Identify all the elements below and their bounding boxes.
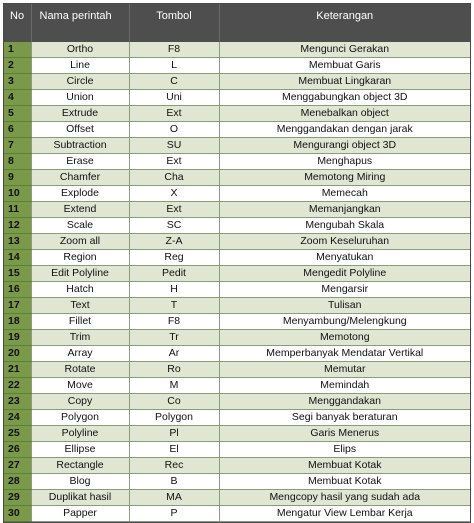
table-row bbox=[4, 170, 470, 186]
cell-no: 13 bbox=[4, 234, 31, 250]
table-row bbox=[4, 202, 470, 218]
cell-keterangan: Mengcopy hasil yang sudah ada bbox=[219, 490, 470, 506]
table-row bbox=[4, 378, 470, 394]
cell-nama-perintah: Extend bbox=[31, 202, 129, 218]
cell-tombol: Pl bbox=[129, 426, 219, 442]
cell-nama-perintah: Scale bbox=[31, 218, 129, 234]
cell-no: 21 bbox=[4, 362, 31, 378]
cell-keterangan: Garis Menerus bbox=[219, 426, 470, 442]
cell-nama-perintah: Hatch bbox=[31, 282, 129, 298]
cell-nama-perintah: Union bbox=[31, 90, 129, 106]
cell-nama-perintah: Fillet bbox=[31, 314, 129, 330]
cell-no: 18 bbox=[4, 314, 31, 330]
cell-keterangan: Membuat Kotak bbox=[219, 474, 470, 490]
table-body bbox=[4, 42, 470, 522]
cell-tombol: El bbox=[129, 442, 219, 458]
cell-tombol: M bbox=[129, 378, 219, 394]
cell-nama-perintah: Copy bbox=[31, 394, 129, 410]
table-row bbox=[4, 442, 470, 458]
cell-no: 24 bbox=[4, 410, 31, 426]
cell-tombol: Ar bbox=[129, 346, 219, 362]
cell-no: 11 bbox=[4, 202, 31, 218]
cell-no: 16 bbox=[4, 282, 31, 298]
cell-no: 5 bbox=[4, 106, 31, 122]
table-row bbox=[4, 266, 470, 282]
cell-tombol: MA bbox=[129, 490, 219, 506]
cell-nama-perintah: Polyline bbox=[31, 426, 129, 442]
cell-no: 4 bbox=[4, 90, 31, 106]
cell-keterangan: Mengedit Polyline bbox=[219, 266, 470, 282]
cell-keterangan: Elips bbox=[219, 442, 470, 458]
cell-keterangan: Memutar bbox=[219, 362, 470, 378]
cell-tombol: Reg bbox=[129, 250, 219, 266]
cell-tombol: O bbox=[129, 122, 219, 138]
cell-tombol: SC bbox=[129, 218, 219, 234]
cell-tombol: X bbox=[129, 186, 219, 202]
table-row bbox=[4, 346, 470, 362]
table-row bbox=[4, 42, 470, 58]
command-table-container bbox=[3, 3, 471, 523]
cell-tombol: Polygon bbox=[129, 410, 219, 426]
table-row bbox=[4, 250, 470, 266]
cell-tombol: Uni bbox=[129, 90, 219, 106]
cell-keterangan: Mengarsir bbox=[219, 282, 470, 298]
table-row bbox=[4, 138, 470, 154]
cell-no: 14 bbox=[4, 250, 31, 266]
table-row bbox=[4, 106, 470, 122]
cell-no: 15 bbox=[4, 266, 31, 282]
cell-tombol: Ext bbox=[129, 202, 219, 218]
cell-nama-perintah: Duplikat hasil bbox=[31, 490, 129, 506]
cell-keterangan: Menebalkan object bbox=[219, 106, 470, 122]
cell-nama-perintah: Zoom all bbox=[31, 234, 129, 250]
cell-no: 29 bbox=[4, 490, 31, 506]
table-row bbox=[4, 186, 470, 202]
cell-nama-perintah: Blog bbox=[31, 474, 129, 490]
cell-tombol: P bbox=[129, 506, 219, 522]
cell-no: 7 bbox=[4, 138, 31, 154]
table-row bbox=[4, 394, 470, 410]
table-row bbox=[4, 362, 470, 378]
cell-keterangan: Memotong Miring bbox=[219, 170, 470, 186]
table-row bbox=[4, 218, 470, 234]
cell-tombol: Z-A bbox=[129, 234, 219, 250]
table-row bbox=[4, 474, 470, 490]
cell-nama-perintah: Rotate bbox=[31, 362, 129, 378]
cell-nama-perintah: Ortho bbox=[31, 42, 129, 58]
cell-keterangan: Membuat Lingkaran bbox=[219, 74, 470, 90]
cell-keterangan: Tulisan bbox=[219, 298, 470, 314]
table-row bbox=[4, 426, 470, 442]
cell-nama-perintah: Polygon bbox=[31, 410, 129, 426]
cell-no: 26 bbox=[4, 442, 31, 458]
cell-tombol: Ext bbox=[129, 154, 219, 170]
cell-no: 25 bbox=[4, 426, 31, 442]
header-keterangan: Keterangan bbox=[316, 10, 374, 22]
cell-tombol: Rec bbox=[129, 458, 219, 474]
cell-keterangan: Menyambung/Melengkung bbox=[219, 314, 470, 330]
cell-no: 8 bbox=[4, 154, 31, 170]
table-row bbox=[4, 282, 470, 298]
cell-tombol: B bbox=[129, 474, 219, 490]
table-row bbox=[4, 330, 470, 346]
cell-nama-perintah: Chamfer bbox=[31, 170, 129, 186]
cell-keterangan: Mengatur View Lembar Kerja bbox=[219, 506, 470, 522]
cell-keterangan: Memindah bbox=[219, 378, 470, 394]
cell-no: 28 bbox=[4, 474, 31, 490]
cell-nama-perintah: Offset bbox=[31, 122, 129, 138]
table-row bbox=[4, 90, 470, 106]
table-row bbox=[4, 154, 470, 170]
cell-nama-perintah: Circle bbox=[31, 74, 129, 90]
cell-keterangan: Membuat Kotak bbox=[219, 458, 470, 474]
cell-nama-perintah: Ellipse bbox=[31, 442, 129, 458]
cell-keterangan: Mengunci Gerakan bbox=[219, 42, 470, 58]
cell-keterangan: Menggabungkan object 3D bbox=[219, 90, 470, 106]
table-row bbox=[4, 506, 470, 522]
table-row bbox=[4, 58, 470, 74]
cell-no: 22 bbox=[4, 378, 31, 394]
cell-nama-perintah: Edit Polyline bbox=[31, 266, 129, 282]
cell-nama-perintah: Line bbox=[31, 58, 129, 74]
cell-no: 20 bbox=[4, 346, 31, 362]
table-row bbox=[4, 410, 470, 426]
table-header-row bbox=[4, 4, 470, 42]
cell-keterangan: Membuat Garis bbox=[219, 58, 470, 74]
command-table bbox=[4, 4, 470, 522]
table-row bbox=[4, 458, 470, 474]
cell-tombol: Co bbox=[129, 394, 219, 410]
cell-keterangan: Menyatukan bbox=[219, 250, 470, 266]
cell-no: 27 bbox=[4, 458, 31, 474]
cell-no: 23 bbox=[4, 394, 31, 410]
cell-no: 9 bbox=[4, 170, 31, 186]
cell-no: 2 bbox=[4, 58, 31, 74]
cell-no: 12 bbox=[4, 218, 31, 234]
cell-no: 30 bbox=[4, 506, 31, 522]
table-row bbox=[4, 298, 470, 314]
cell-nama-perintah: Move bbox=[31, 378, 129, 394]
cell-nama-perintah: Subtraction bbox=[31, 138, 129, 154]
table-row bbox=[4, 122, 470, 138]
cell-nama-perintah: Text bbox=[31, 298, 129, 314]
cell-nama-perintah: Trim bbox=[31, 330, 129, 346]
cell-nama-perintah: Extrude bbox=[31, 106, 129, 122]
cell-keterangan: Memperbanyak Mendatar Vertikal bbox=[219, 346, 470, 362]
cell-keterangan: Zoom Keseluruhan bbox=[219, 234, 470, 250]
cell-keterangan: Mengubah Skala bbox=[219, 218, 470, 234]
cell-nama-perintah: Rectangle bbox=[31, 458, 129, 474]
cell-tombol: F8 bbox=[129, 314, 219, 330]
cell-no: 6 bbox=[4, 122, 31, 138]
header-tombol: Tombol bbox=[129, 4, 219, 42]
cell-tombol: L bbox=[129, 58, 219, 74]
cell-keterangan: Memotong bbox=[219, 330, 470, 346]
cell-keterangan: Menghapus bbox=[219, 154, 470, 170]
cell-tombol: Ext bbox=[129, 106, 219, 122]
cell-no: 17 bbox=[4, 298, 31, 314]
cell-tombol: Pedit bbox=[129, 266, 219, 282]
cell-nama-perintah: Array bbox=[31, 346, 129, 362]
cell-keterangan: Menggandakan dengan jarak bbox=[219, 122, 470, 138]
cell-keterangan: Segi banyak beraturan bbox=[219, 410, 470, 426]
cell-keterangan: Mengurangi object 3D bbox=[219, 138, 470, 154]
cell-keterangan: Memanjangkan bbox=[219, 202, 470, 218]
cell-tombol: SU bbox=[129, 138, 219, 154]
cell-nama-perintah: Region bbox=[31, 250, 129, 266]
cell-tombol: Tr bbox=[129, 330, 219, 346]
table-row bbox=[4, 490, 470, 506]
table-row bbox=[4, 314, 470, 330]
cell-tombol: C bbox=[129, 74, 219, 90]
cell-nama-perintah: Erase bbox=[31, 154, 129, 170]
cell-tombol: Cha bbox=[129, 170, 219, 186]
cell-nama-perintah: Papper bbox=[31, 506, 129, 522]
cell-nama-perintah: Explode bbox=[31, 186, 129, 202]
cell-keterangan: Memecah bbox=[219, 186, 470, 202]
cell-no: 3 bbox=[4, 74, 31, 90]
table-row bbox=[4, 74, 470, 90]
cell-tombol: F8 bbox=[129, 42, 219, 58]
header-nama-perintah: Nama perintah bbox=[31, 4, 129, 42]
table-row bbox=[4, 234, 470, 250]
cell-tombol: T bbox=[129, 298, 219, 314]
cell-no: 1 bbox=[4, 42, 31, 58]
header-no: No bbox=[4, 4, 31, 42]
cell-no: 10 bbox=[4, 186, 31, 202]
cell-tombol: Ro bbox=[129, 362, 219, 378]
cell-no: 19 bbox=[4, 330, 31, 346]
cell-keterangan: Menggandakan bbox=[219, 394, 470, 410]
cell-tombol: H bbox=[129, 282, 219, 298]
